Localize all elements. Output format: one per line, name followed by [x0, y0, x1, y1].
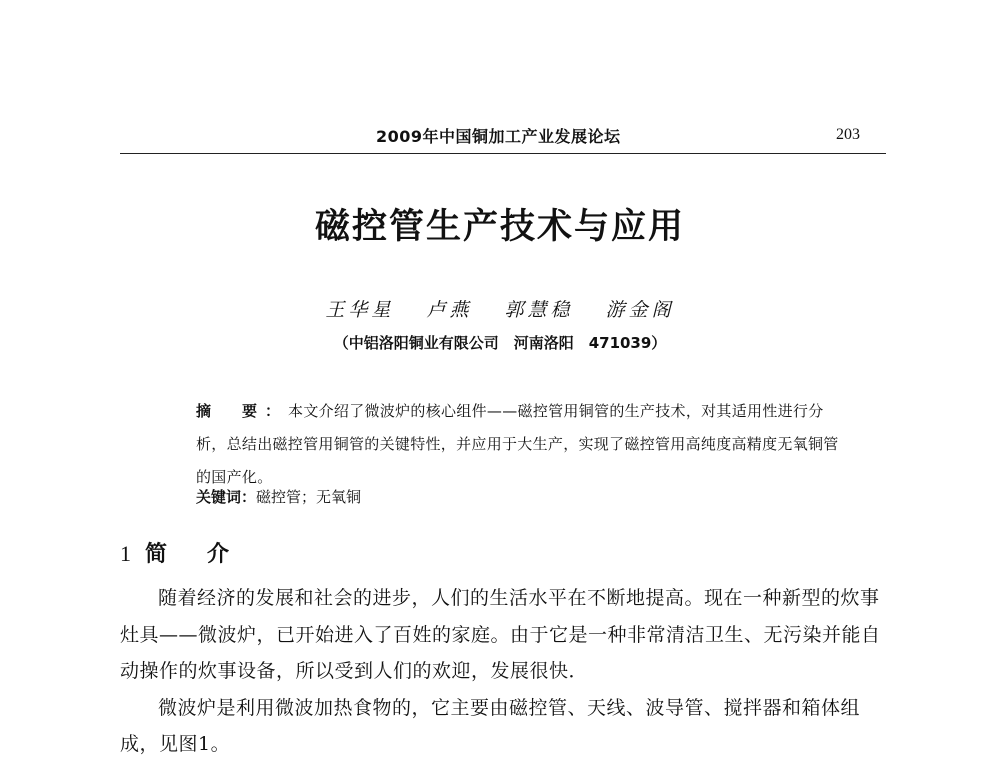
- author-list: [0, 295, 1000, 322]
- section-number: 1: [120, 541, 131, 566]
- body-text: [120, 580, 886, 763]
- page-number: 203: [836, 126, 860, 143]
- author-name: 卢燕: [426, 299, 473, 321]
- author-name: 王华星: [325, 299, 395, 321]
- paragraph: 微波炉是利用微波加热食物的，它主要由磁控管、天线、波导管、搅拌器和箱体组成，见图1。: [120, 696, 861, 755]
- keywords: [196, 486, 361, 507]
- author-name: 郭慧稳: [504, 299, 574, 321]
- abstract-label: 摘 要：: [196, 402, 289, 420]
- author-name: 游金阁: [605, 299, 675, 321]
- running-header-title: 2009年中国铜加工产业发展论坛: [376, 127, 621, 146]
- paragraph: 随着经济的发展和社会的进步，人们的生活水平在不断地提高。现在一种新型的炊事灶具——微波炉，已开始进入了百姓的家庭。由于它是一种非常清洁卫生、无污染并能自动操作的炊事设备，所以受到人们的欢迎，发展很快．: [120, 587, 881, 682]
- section-heading: [120, 537, 269, 568]
- keywords-label: 关键词：: [196, 488, 257, 506]
- abstract: [160, 395, 850, 494]
- header-rule: [120, 153, 886, 154]
- section-title: 简介: [145, 542, 270, 567]
- keywords-text: 磁控管；无氧铜: [256, 488, 362, 506]
- affiliation: （中铝洛阳铜业有限公司 河南洛阳 471039）: [333, 334, 667, 352]
- abstract-text: 本文介绍了微波炉的核心组件——磁控管用铜管的生产技术，对其适用性进行分析，总结出磁控管用铜管的关键特性，并应用于大生产，实现了磁控管用高纯度高精度无氧铜管的国产化。: [196, 402, 839, 486]
- paper-title: 磁控管生产技术与应用: [314, 207, 685, 247]
